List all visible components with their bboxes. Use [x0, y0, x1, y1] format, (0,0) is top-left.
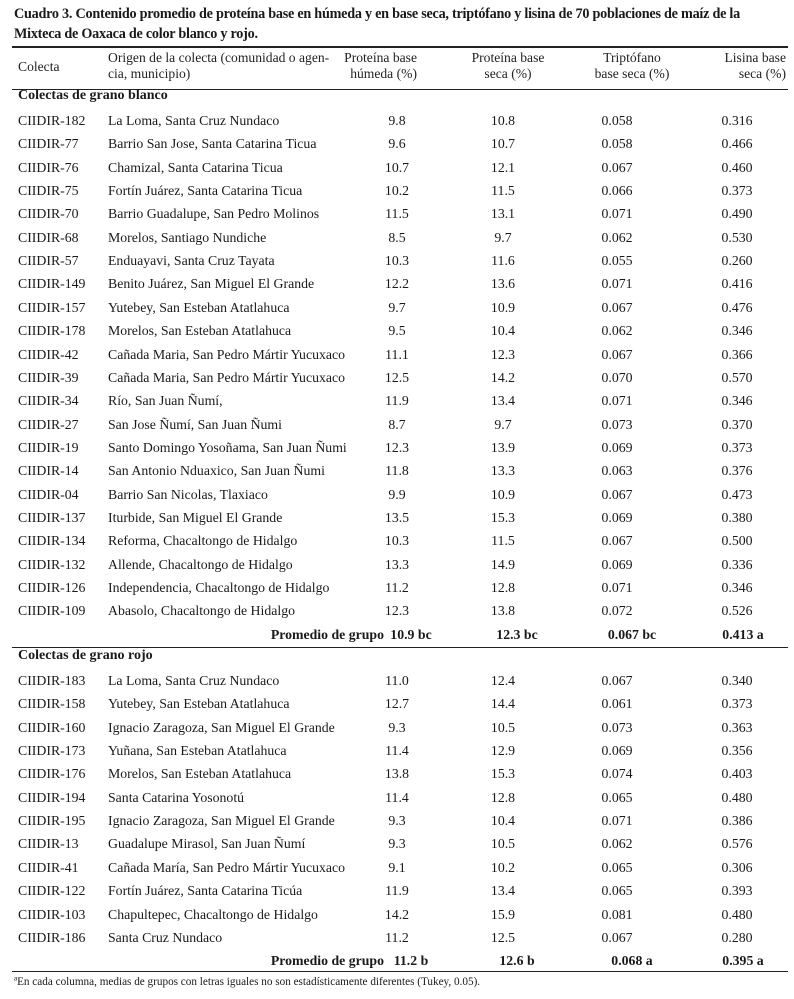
cell-origen: Cañada María, San Pedro Mártir Yucuxaco	[108, 859, 346, 875]
table-row	[0, 389, 794, 412]
header-line: seca (%)	[738, 66, 786, 81]
table-row	[0, 109, 794, 132]
cell-colecta: CIIDIR-77	[18, 136, 79, 152]
cell-origen: Santo Domingo Yosoñama, San Juan Ñumi	[108, 439, 347, 455]
table-row	[0, 786, 794, 809]
cell-lisina: 0.570	[721, 369, 753, 385]
cell-origen: Enduayavi, Santa Cruz Tayata	[108, 253, 275, 269]
cell-proteina-seca: 10.9	[490, 486, 516, 502]
cell-proteina-seca: 9.7	[494, 229, 512, 245]
cell-proteina-humeda: 9.3	[388, 813, 406, 829]
cell-proteina-humeda: 14.2	[384, 906, 410, 922]
cell-triptofano: 0.067	[601, 299, 633, 315]
cell-triptofano: 0.069	[601, 556, 633, 572]
table-row	[0, 879, 794, 902]
cell-colecta: CIIDIR-04	[18, 486, 79, 502]
table-row	[0, 692, 794, 715]
cell-colecta: CIIDIR-122	[18, 883, 86, 899]
cell-origen: Barrio San Nicolas, Tlaxiaco	[108, 486, 268, 502]
header-proteina-seca	[458, 50, 558, 82]
cell-proteina-seca: 10.4	[490, 813, 516, 829]
table-row	[0, 366, 794, 389]
cell-origen: Ignacio Zaragoza, San Miguel El Grande	[108, 813, 335, 829]
cell-lisina: 0.306	[721, 859, 753, 875]
cell-proteina-seca: 13.9	[490, 439, 516, 455]
cell-proteina-seca: 15.3	[490, 766, 516, 782]
cell-proteina-humeda: 13.5	[384, 509, 410, 525]
cell-triptofano: 0.061	[601, 696, 633, 712]
table-row	[0, 343, 794, 366]
cell-proteina-humeda: 9.7	[388, 299, 406, 315]
cell-triptofano: 0.058	[601, 136, 633, 152]
cell-lisina: 0.373	[721, 183, 753, 199]
cell-lisina: 0.373	[721, 439, 753, 455]
cell-proteina-seca: 10.8	[490, 113, 516, 128]
cell-proteina-seca: 10.7	[490, 136, 516, 152]
cell-colecta: CIIDIR-134	[18, 533, 86, 549]
cell-triptofano: 0.074	[601, 766, 633, 782]
cell-lisina: 0.356	[721, 743, 753, 759]
cell-lisina: 0.370	[721, 416, 753, 432]
cell-origen: Barrio Guadalupe, San Pedro Molinos	[108, 206, 320, 222]
group-heading: Colectas de grano rojo	[18, 648, 153, 663]
cell-proteina-seca: 13.1	[490, 206, 516, 222]
cell-colecta: CIIDIR-173	[18, 743, 86, 759]
cell-lisina: 0.316	[721, 113, 753, 128]
cell-proteina-seca: 12.9	[490, 743, 516, 759]
cell-proteina-humeda: 9.3	[388, 719, 406, 735]
cell-proteina-seca: 13.3	[490, 463, 516, 479]
cell-origen: Cañada Maria, San Pedro Mártir Yucuxaco	[108, 369, 346, 385]
cell-triptofano: 0.067	[601, 159, 633, 175]
cell-proteina-humeda: 11.9	[385, 883, 409, 899]
cell-proteina-humeda: 11.5	[385, 206, 409, 222]
avg-proteina-seca: 12.6 b	[499, 953, 535, 969]
cell-colecta: CIIDIR-149	[18, 276, 86, 292]
table-row	[0, 226, 794, 249]
cell-triptofano: 0.073	[601, 719, 633, 735]
cell-colecta: CIIDIR-126	[18, 580, 86, 595]
cell-colecta: CIIDIR-178	[18, 323, 86, 339]
cell-triptofano: 0.063	[601, 463, 633, 479]
group-heading: Colectas de grano blanco	[18, 88, 168, 103]
header-line: Triptófano	[603, 50, 661, 65]
cell-lisina: 0.260	[721, 253, 753, 269]
table-row	[0, 832, 794, 855]
cell-triptofano: 0.055	[601, 253, 633, 269]
cell-origen: La Loma, Santa Cruz Nundaco	[108, 673, 280, 688]
header-proteina-humeda	[317, 50, 417, 82]
cell-triptofano: 0.070	[601, 369, 633, 385]
cell-origen: Fortín Juárez, Santa Catarina Ticua	[108, 183, 303, 199]
cell-colecta: CIIDIR-183	[18, 673, 86, 688]
cell-triptofano: 0.069	[601, 743, 633, 759]
cell-proteina-seca: 14.2	[490, 369, 516, 385]
cell-lisina: 0.346	[721, 323, 753, 339]
cell-origen: Yuñana, San Esteban Atatlahuca	[108, 743, 287, 759]
cell-colecta: CIIDIR-39	[18, 369, 79, 385]
cell-proteina-humeda: 11.0	[385, 673, 409, 688]
cell-triptofano: 0.067	[601, 929, 633, 945]
cell-colecta: CIIDIR-76	[18, 159, 79, 175]
cell-lisina: 0.476	[721, 299, 753, 315]
avg-lisina: 0.413 a	[722, 626, 764, 642]
cell-colecta: CIIDIR-109	[18, 603, 86, 619]
cell-proteina-seca: 10.4	[490, 323, 516, 339]
cell-origen: Independencia, Chacaltongo de Hidalgo	[108, 580, 330, 595]
cell-triptofano: 0.062	[601, 229, 633, 245]
cell-origen: Fortín Juárez, Santa Catarina Ticúa	[108, 883, 303, 899]
table-row	[0, 576, 794, 599]
cell-proteina-seca: 12.4	[490, 673, 516, 688]
table-row	[0, 669, 794, 692]
avg-proteina-humeda: 11.2 b	[393, 953, 429, 969]
cell-colecta: CIIDIR-182	[18, 113, 86, 128]
cell-triptofano: 0.072	[601, 603, 633, 619]
cell-lisina: 0.490	[721, 206, 753, 222]
header-line: Proteína base	[471, 50, 545, 65]
cell-proteina-humeda: 8.5	[388, 229, 406, 245]
cell-colecta: CIIDIR-157	[18, 299, 86, 315]
cell-proteina-humeda: 12.7	[384, 696, 410, 712]
cell-triptofano: 0.081	[601, 906, 633, 922]
table-row	[0, 132, 794, 155]
cell-lisina: 0.336	[721, 556, 753, 572]
cell-proteina-seca: 13.8	[490, 603, 516, 619]
cell-lisina: 0.530	[721, 229, 753, 245]
cell-proteina-humeda: 11.4	[385, 743, 409, 759]
table-row	[0, 179, 794, 202]
cell-proteina-seca: 9.7	[494, 416, 512, 432]
cell-triptofano: 0.073	[601, 416, 633, 432]
cell-lisina: 0.346	[721, 393, 753, 409]
cell-origen: San Antonio Nduaxico, San Juan Ñumi	[108, 463, 325, 479]
cell-triptofano: 0.067	[601, 673, 633, 688]
cell-proteina-seca: 12.3	[490, 346, 516, 362]
header-colecta: Colecta	[18, 59, 60, 74]
cell-lisina: 0.386	[721, 813, 753, 829]
table-row	[0, 436, 794, 459]
header-line: seca (%)	[484, 66, 532, 81]
header-lisina	[686, 50, 786, 82]
cell-lisina: 0.376	[721, 463, 753, 479]
cell-colecta: CIIDIR-176	[18, 766, 86, 782]
cell-lisina: 0.380	[721, 509, 753, 525]
footnote: ªEn cada columna, medias de grupos con letras iguales no son estadísticamente diferentes (Tukey, 0.05).	[14, 976, 481, 988]
table-row	[0, 459, 794, 482]
table-row	[0, 809, 794, 832]
cell-lisina: 0.460	[721, 159, 753, 175]
header-origen-line2: cia, municipio)	[108, 66, 191, 81]
table-row	[0, 272, 794, 295]
bottom-rule	[12, 971, 788, 972]
cell-origen: Yutebey, San Esteban Atatlahuca	[108, 299, 290, 315]
cell-proteina-humeda: 11.9	[385, 393, 409, 409]
cell-origen: Morelos, Santiago Nundiche	[108, 229, 267, 245]
cell-lisina: 0.346	[721, 580, 753, 595]
cell-triptofano: 0.071	[601, 580, 633, 595]
table-row	[0, 716, 794, 739]
cell-lisina: 0.480	[721, 906, 753, 922]
cell-origen: Allende, Chacaltongo de Hidalgo	[108, 556, 293, 572]
cell-colecta: CIIDIR-68	[18, 229, 79, 245]
cell-lisina: 0.340	[721, 673, 753, 688]
cell-proteina-seca: 10.5	[490, 719, 516, 735]
cell-origen: Barrio San Jose, Santa Catarina Ticua	[108, 136, 317, 152]
avg-proteina-seca: 12.3 bc	[496, 626, 538, 642]
header-line: base seca (%)	[594, 66, 670, 81]
cell-proteina-humeda: 9.5	[388, 323, 406, 339]
cell-triptofano: 0.062	[601, 323, 633, 339]
table-row	[0, 319, 794, 342]
avg-proteina-humeda: 10.9 bc	[390, 626, 432, 642]
table-row	[0, 856, 794, 879]
cell-triptofano: 0.067	[601, 533, 633, 549]
cell-colecta: CIIDIR-158	[18, 696, 86, 712]
cell-proteina-seca: 13.4	[490, 883, 516, 899]
avg-lisina: 0.395 a	[722, 953, 764, 969]
cell-lisina: 0.363	[721, 719, 753, 735]
cell-proteina-seca: 12.5	[490, 929, 516, 945]
cell-proteina-seca: 12.8	[490, 789, 516, 805]
cell-origen: Guadalupe Mirasol, San Juan Ñumí	[108, 836, 306, 852]
table-row	[0, 903, 794, 926]
table-row	[0, 413, 794, 436]
cell-proteina-humeda: 11.2	[385, 929, 409, 945]
cell-colecta: CIIDIR-195	[18, 813, 86, 829]
avg-triptofano: 0.067 bc	[607, 626, 657, 642]
cell-lisina: 0.576	[721, 836, 753, 852]
table-row	[0, 529, 794, 552]
cell-origen: Ignacio Zaragoza, San Miguel El Grande	[108, 719, 335, 735]
cell-colecta: CIIDIR-41	[18, 859, 79, 875]
cell-lisina: 0.526	[721, 603, 753, 619]
cell-triptofano: 0.065	[601, 789, 633, 805]
group-average-row	[0, 623, 794, 646]
cell-origen: Cañada Maria, San Pedro Mártir Yucuxaco	[108, 346, 346, 362]
cell-origen: Chapultepec, Chacaltongo de Hidalgo	[108, 906, 318, 922]
cell-lisina: 0.473	[721, 486, 753, 502]
cell-proteina-humeda: 11.8	[385, 463, 409, 479]
cell-proteina-humeda: 12.3	[384, 603, 410, 619]
cell-proteina-humeda: 10.2	[384, 183, 410, 199]
cell-proteina-seca: 11.6	[491, 253, 515, 269]
cell-lisina: 0.403	[721, 766, 753, 782]
cell-colecta: CIIDIR-27	[18, 416, 79, 432]
table-row	[0, 296, 794, 319]
cell-triptofano: 0.066	[601, 183, 633, 199]
cell-colecta: CIIDIR-103	[18, 906, 86, 922]
cell-proteina-humeda: 12.2	[384, 276, 410, 292]
cell-colecta: CIIDIR-186	[18, 929, 86, 945]
cell-origen: Iturbide, San Miguel El Grande	[108, 509, 283, 525]
cell-triptofano: 0.071	[601, 393, 633, 409]
cell-proteina-humeda: 13.3	[384, 556, 410, 572]
cell-origen: Morelos, San Esteban Atatlahuca	[108, 323, 292, 339]
cell-proteina-seca: 11.5	[491, 533, 515, 549]
cell-proteina-seca: 13.4	[490, 393, 516, 409]
cell-colecta: CIIDIR-70	[18, 206, 79, 222]
cell-proteina-seca: 10.2	[490, 859, 516, 875]
cell-triptofano: 0.067	[601, 486, 633, 502]
cell-proteina-humeda: 8.7	[388, 416, 406, 432]
header-triptofano	[582, 50, 682, 82]
table-row	[0, 926, 794, 949]
cell-triptofano: 0.071	[601, 206, 633, 222]
table-row	[0, 553, 794, 576]
table-caption: Cuadro 3. Contenido promedio de proteína base en húmeda y en base seca, triptófano y lisina de 70 poblaciones de maíz de la Mixteca de Oaxaca de color blanco y rojo.	[14, 6, 740, 42]
cell-proteina-seca: 12.1	[490, 159, 516, 175]
cell-colecta: CIIDIR-132	[18, 556, 86, 572]
cell-origen: Yutebey, San Esteban Atatlahuca	[108, 696, 290, 712]
cell-colecta: CIIDIR-160	[18, 719, 86, 735]
cell-colecta: CIIDIR-194	[18, 789, 86, 805]
cell-origen: Santa Cruz Nundaco	[108, 929, 223, 945]
cell-proteina-humeda: 10.3	[384, 253, 410, 269]
cell-proteina-humeda: 9.8	[388, 113, 406, 128]
cell-proteina-humeda: 11.2	[385, 580, 409, 595]
cell-colecta: CIIDIR-14	[18, 463, 79, 479]
cell-proteina-humeda: 12.3	[384, 439, 410, 455]
cell-triptofano: 0.069	[601, 509, 633, 525]
cell-lisina: 0.280	[721, 929, 753, 945]
cell-triptofano: 0.062	[601, 836, 633, 852]
cell-proteina-seca: 14.4	[490, 696, 516, 712]
cell-triptofano: 0.067	[601, 346, 633, 362]
top-rule	[12, 46, 788, 48]
cell-origen: La Loma, Santa Cruz Nundaco	[108, 113, 280, 128]
cell-proteina-humeda: 11.4	[385, 789, 409, 805]
cell-origen: Benito Juárez, San Miguel El Grande	[108, 276, 315, 292]
group-average-row	[0, 949, 794, 972]
table-row	[0, 202, 794, 225]
cell-proteina-humeda: 9.1	[388, 859, 406, 875]
cell-proteina-humeda: 10.7	[384, 159, 410, 175]
cell-origen: San Jose Ñumí, San Juan Ñumi	[108, 416, 282, 432]
cell-triptofano: 0.065	[601, 859, 633, 875]
cell-proteina-humeda: 9.6	[388, 136, 406, 152]
cell-proteina-humeda: 12.5	[384, 369, 410, 385]
table-row	[0, 739, 794, 762]
cell-origen: Chamizal, Santa Catarina Ticua	[108, 159, 283, 175]
cell-origen: Morelos, San Esteban Atatlahuca	[108, 766, 292, 782]
cell-origen: Abasolo, Chacaltongo de Hidalgo	[108, 603, 295, 619]
avg-triptofano: 0.068 a	[611, 953, 653, 969]
cell-colecta: CIIDIR-75	[18, 183, 79, 199]
cell-colecta: CIIDIR-19	[18, 439, 79, 455]
header-line: húmeda (%)	[350, 66, 417, 81]
cell-proteina-humeda: 10.3	[384, 533, 410, 549]
cell-proteina-seca: 11.5	[491, 183, 515, 199]
cell-proteina-seca: 10.5	[490, 836, 516, 852]
cell-proteina-humeda: 9.9	[388, 486, 406, 502]
cell-proteina-seca: 10.9	[490, 299, 516, 315]
cell-lisina: 0.480	[721, 789, 753, 805]
average-label: Promedio de grupo	[270, 626, 384, 642]
cell-proteina-humeda: 11.1	[385, 346, 409, 362]
table-row	[0, 249, 794, 272]
header-origen	[108, 50, 329, 82]
cell-triptofano: 0.069	[601, 439, 633, 455]
cell-triptofano: 0.071	[601, 813, 633, 829]
cell-lisina: 0.466	[721, 136, 753, 152]
cell-lisina: 0.500	[721, 533, 753, 549]
cell-triptofano: 0.058	[601, 113, 633, 128]
cell-triptofano: 0.065	[601, 883, 633, 899]
header-origen-line1: Origen de la colecta (comunidad o agen-	[108, 50, 330, 65]
table-row	[0, 156, 794, 179]
cell-colecta: CIIDIR-34	[18, 393, 79, 409]
cell-triptofano: 0.071	[601, 276, 633, 292]
cell-colecta: CIIDIR-137	[18, 509, 86, 525]
cell-origen: Reforma, Chacaltongo de Hidalgo	[108, 533, 298, 549]
average-label: Promedio de grupo	[270, 953, 384, 969]
cell-proteina-seca: 14.9	[490, 556, 516, 572]
cell-proteina-seca: 15.9	[490, 906, 516, 922]
cell-proteina-seca: 15.3	[490, 509, 516, 525]
header-line: Proteína base	[344, 50, 417, 65]
cell-proteina-seca: 12.8	[490, 580, 516, 595]
table-row	[0, 506, 794, 529]
header-line: Lisina base	[724, 50, 786, 65]
table-row	[0, 599, 794, 622]
cell-proteina-seca: 13.6	[490, 276, 516, 292]
cell-lisina: 0.416	[721, 276, 753, 292]
table-row	[0, 762, 794, 785]
cell-proteina-humeda: 9.3	[388, 836, 406, 852]
cell-lisina: 0.373	[721, 696, 753, 712]
cell-lisina: 0.366	[721, 346, 753, 362]
cell-origen: Santa Catarina Yosonotú	[108, 789, 245, 805]
cell-colecta: CIIDIR-13	[18, 836, 79, 852]
cell-colecta: CIIDIR-57	[18, 253, 79, 269]
cell-proteina-humeda: 13.8	[384, 766, 410, 782]
cell-colecta: CIIDIR-42	[18, 346, 79, 362]
cell-origen: Río, San Juan Ñumí,	[108, 393, 223, 409]
table-row	[0, 483, 794, 506]
cell-lisina: 0.393	[721, 883, 753, 899]
